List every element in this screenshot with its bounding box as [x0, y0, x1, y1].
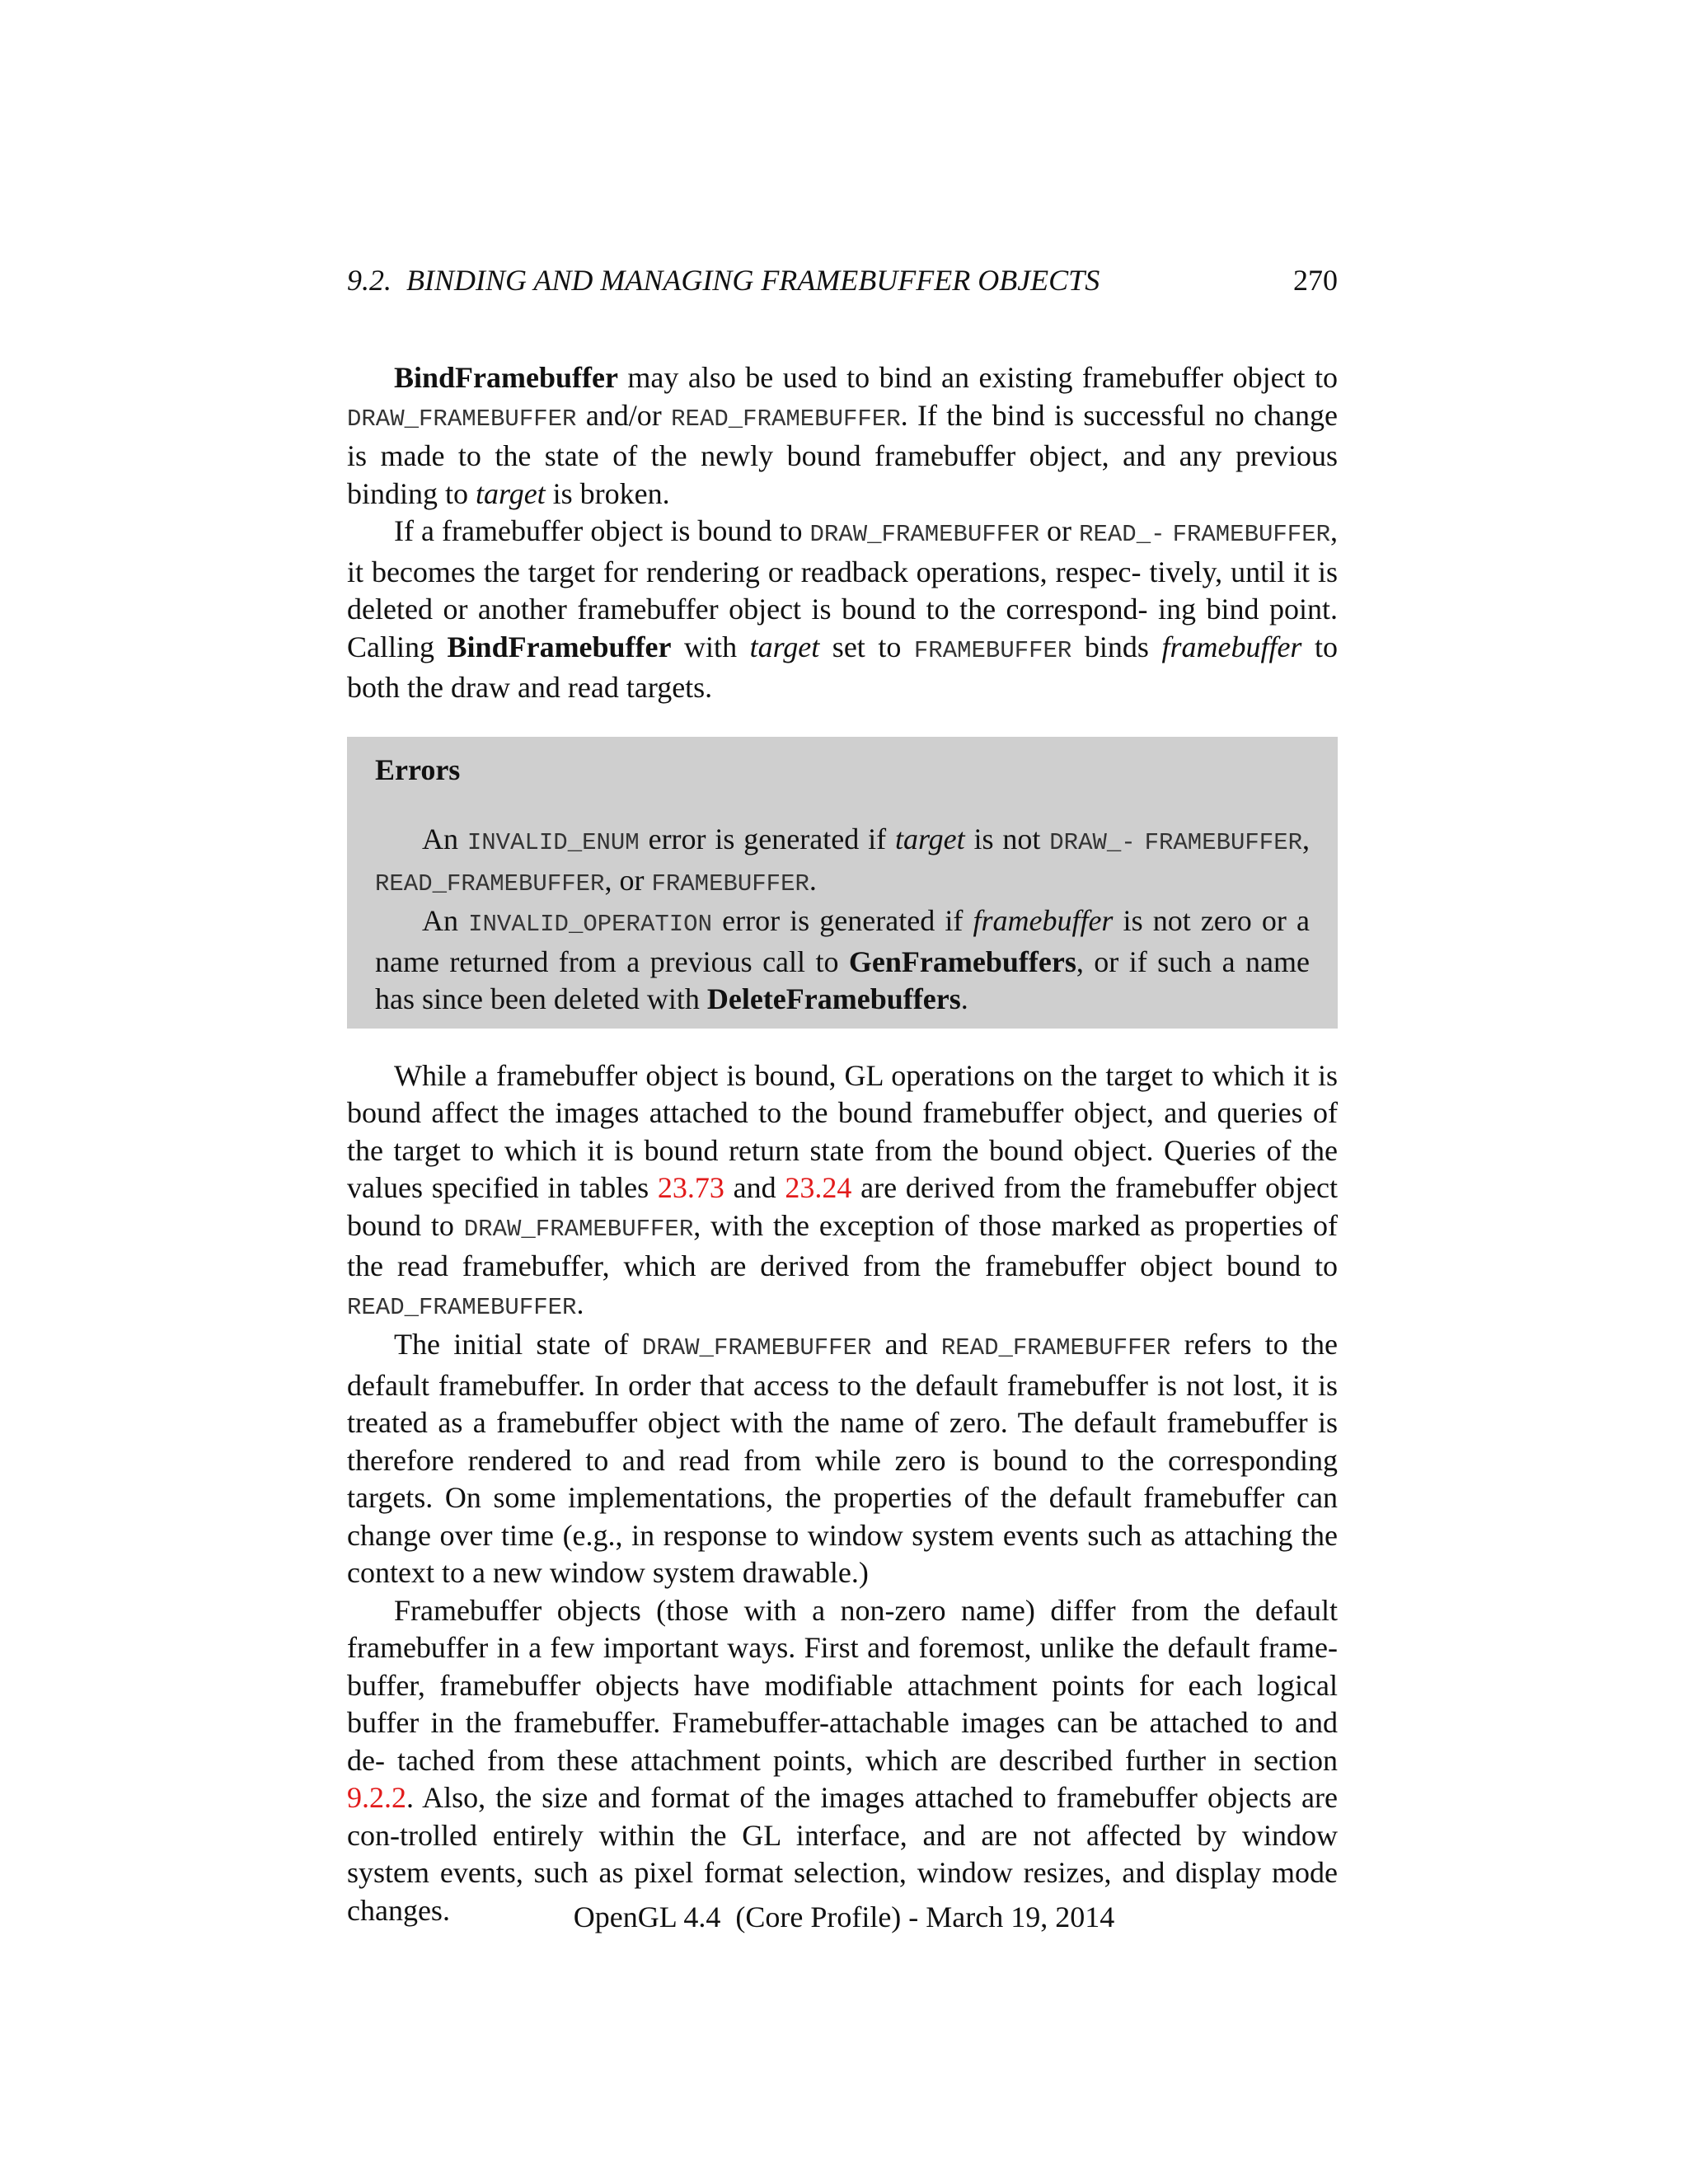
constant-name: FRAMEBUFFER	[1172, 521, 1330, 548]
function-name: BindFramebuffer	[394, 361, 618, 394]
text-run: may also be used to bind an existing framebuffer object to	[617, 361, 1338, 394]
function-name: GenFramebuffers	[848, 944, 1076, 978]
function-name: DeleteFramebuffers	[706, 982, 961, 1015]
constant-name: DRAW_FRAMEBUFFER	[809, 521, 1039, 548]
paragraph-bound-target	[347, 513, 1338, 707]
parameter-name: target	[749, 630, 820, 663]
error-code: INVALID_ENUM	[467, 829, 640, 856]
text-run: is not zero or a name returned from a previous call to	[375, 904, 1310, 978]
text-run: or	[1039, 514, 1080, 547]
text-run: .	[809, 863, 817, 897]
parameter-name: target	[476, 476, 546, 510]
paragraph-initial-state	[347, 1326, 1338, 1592]
text-run: . Also, the size and format of the images attached to framebuffer objects are con-	[347, 1781, 1338, 1852]
text-run: is broken.	[545, 476, 670, 510]
parameter-name: framebuffer	[973, 904, 1114, 937]
paragraph-queries	[347, 1057, 1338, 1327]
text-run: buffer, framebuffer objects have modifiable attachment points for each logical buffer in the framebuffer. Framebuffer-attachable images can be attached to and de-	[347, 1668, 1338, 1777]
text-run: , with the exception of those marked as properties of the read framebuffer, which are derived from the framebuffer object bound to	[347, 1208, 1338, 1282]
text-run: and	[871, 1328, 941, 1361]
error-code: INVALID_OPERATION	[468, 911, 712, 938]
text-run: ,	[1302, 823, 1311, 855]
paragraph-bind-existing	[347, 359, 1338, 513]
text-run: and/or	[576, 398, 672, 432]
constant-name: DRAW_FRAMEBUFFER	[347, 405, 577, 433]
constant-name: DRAW_-	[1049, 829, 1136, 856]
constant-name: DRAW_FRAMEBUFFER	[641, 1334, 872, 1361]
text-run: Framebuffer objects (those with a non-zero name) differ from the default framebuffer in a few important ways. First and foremost, unlike the default frame-	[347, 1593, 1338, 1664]
text-run: While a framebuffer object is bound, GL operations on the target to which it is bound affect the images attached to the bound framebuffer object, and queries of the target to which it is bound return state from the bound object. Queries of the values specified in tables	[347, 1058, 1338, 1204]
text-run: tively, until it is deleted or another framebuffer object is bound to the correspond-	[347, 555, 1339, 626]
constant-name: READ_-	[1079, 521, 1165, 548]
page-footer: OpenGL 4.4 (Core Profile) - March 19, 2014	[573, 1900, 1115, 1933]
text-run: error is generated if	[639, 823, 895, 855]
text-run: and	[724, 1171, 785, 1204]
errors-heading: Errors	[375, 752, 461, 786]
page-number: 270	[1293, 264, 1338, 297]
text-run: refers to the default framebuffer. In order that access to the default framebuffer is not lost, it is treated as a framebuffer object with the name of zero. The default framebuffer is therefore rendered to and read from while zero is bound to the corresponding targets. On some implementations, the properties of the default framebuffer can change over time (e.g., in response to window system events such as attaching the context to a new window system drawable.)	[347, 1328, 1338, 1589]
text-run: The initial state of	[394, 1328, 642, 1361]
text-run: An	[422, 904, 469, 937]
constant-name: FRAMEBUFFER	[1144, 829, 1303, 856]
error-invalid-operation	[375, 902, 1310, 1019]
constant-name: READ_FRAMEBUFFER	[671, 405, 901, 433]
text-run: ing bind point. Calling	[347, 593, 1338, 663]
text-run: binds	[1071, 630, 1162, 663]
text-run: An	[422, 823, 467, 855]
parameter-name: framebuffer	[1161, 630, 1302, 663]
main-content	[347, 359, 1338, 1929]
text-run: with	[671, 630, 750, 663]
text-run: is not	[964, 823, 1050, 855]
parameter-name: target	[894, 823, 965, 855]
constant-name: READ_FRAMEBUFFER	[375, 869, 605, 898]
constant-name: FRAMEBUFFER	[913, 636, 1072, 664]
text-run: tached from these attachment points, which are described further in section	[397, 1743, 1338, 1777]
table-link-23-73[interactable]: 23.73	[657, 1171, 724, 1204]
text-run: .	[960, 982, 968, 1015]
text-run: error is generated if	[711, 904, 973, 937]
section-link-9-2-2[interactable]: 9.2.2	[347, 1781, 406, 1814]
errors-box	[347, 737, 1338, 1029]
constant-name: DRAW_FRAMEBUFFER	[463, 1215, 694, 1243]
text-run: , or if such a name has since been deleted with	[375, 944, 1310, 1015]
text-run: .	[576, 1286, 584, 1320]
paragraph-differences	[347, 1592, 1338, 1930]
constant-name: READ_FRAMEBUFFER	[347, 1293, 577, 1321]
section-title: 9.2. BINDING AND MANAGING FRAMEBUFFER OBJECTS	[347, 264, 1100, 297]
text-run: to both the draw and read targets.	[347, 630, 1338, 704]
text-run: trolled entirely within the GL interface, and are not affected by window system events, such as pixel format selection, window resizes, and display mode changes.	[347, 1818, 1338, 1927]
text-run: , it becomes the target for rendering or readback operations, respec-	[347, 514, 1338, 588]
text-run: are derived from the framebuffer object bound to	[347, 1171, 1338, 1242]
text-run: . If the bind is successful no change is made to the state of the newly bound framebuffer object, and any previous binding to	[347, 398, 1338, 510]
error-invalid-enum	[375, 821, 1310, 902]
text-run: If a framebuffer object is bound to	[394, 514, 810, 547]
constant-name: READ_FRAMEBUFFER	[940, 1334, 1171, 1361]
table-link-23-24[interactable]: 23.24	[785, 1171, 852, 1204]
text-run: set to	[819, 630, 914, 663]
function-name: BindFramebuffer	[447, 630, 672, 663]
text-run: , or	[604, 863, 652, 897]
constant-name: FRAMEBUFFER	[651, 869, 809, 898]
